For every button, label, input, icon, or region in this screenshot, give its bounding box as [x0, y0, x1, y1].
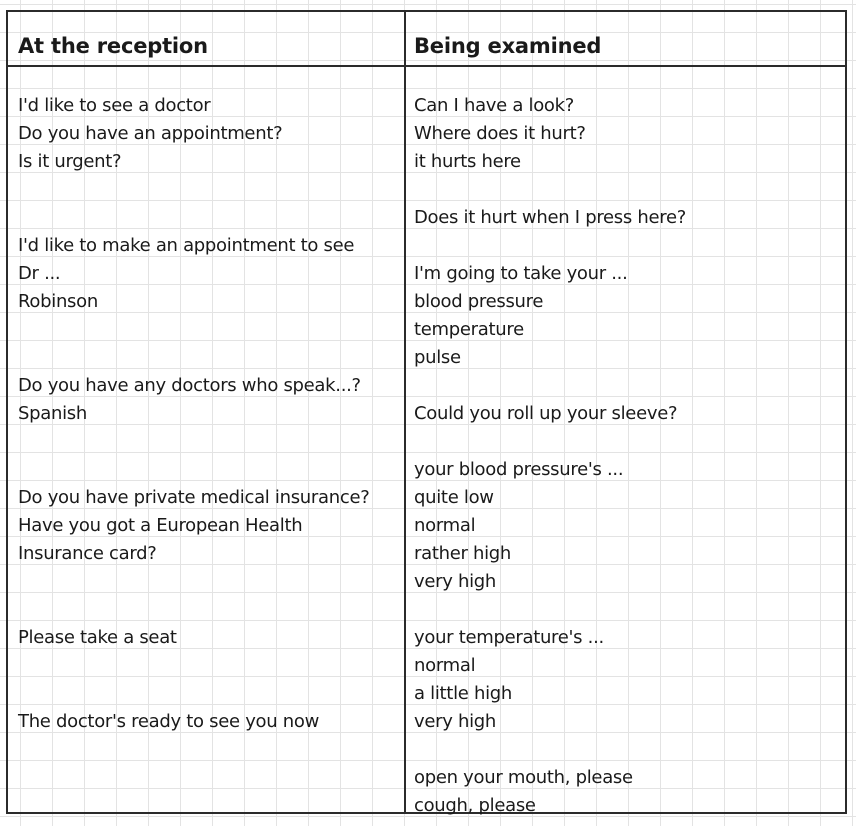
blank-line	[18, 428, 369, 456]
phrase-line: blood pressure	[414, 291, 544, 312]
phrase-line: temperature	[414, 319, 524, 340]
blank-line	[18, 344, 369, 372]
blank-line	[18, 652, 369, 680]
phrase-line: Can I have a look?	[414, 95, 575, 116]
phrase-line: pulse	[414, 347, 461, 368]
blank-line	[414, 596, 686, 624]
blank-line	[414, 372, 686, 400]
blank-line	[18, 204, 369, 232]
blank-line	[18, 316, 369, 344]
phrase-line: I'm going to take your ...	[414, 263, 628, 284]
phrase-line: Where does it hurt?	[414, 123, 586, 144]
phrase-line: I'd like to make an appointment to see	[18, 235, 355, 256]
header-being-examined: Being examined	[414, 34, 602, 58]
phrase-line: your temperature's ...	[414, 627, 604, 648]
phrase-line: Could you roll up your sleeve?	[414, 403, 678, 424]
column-divider	[404, 12, 406, 812]
blank-line	[414, 232, 686, 260]
blank-line	[18, 596, 369, 624]
phrase-line: very high	[414, 571, 497, 592]
blank-line	[18, 176, 369, 204]
blank-line	[414, 176, 686, 204]
phrase-line: Is it urgent?	[18, 151, 122, 172]
examination-phrases-column	[414, 92, 686, 820]
phrase-line: Please take a seat	[18, 627, 177, 648]
blank-line	[414, 736, 686, 764]
header-at-the-reception: At the reception	[18, 34, 208, 58]
phrase-line: rather high	[414, 543, 512, 564]
phrase-line: normal	[414, 655, 476, 676]
phrase-line: Robinson	[18, 291, 98, 312]
blank-line	[414, 428, 686, 456]
phrase-line: Does it hurt when I press here?	[414, 207, 686, 228]
blank-line	[18, 568, 369, 596]
phrase-line: Do you have private medical insurance?	[18, 487, 370, 508]
blank-line	[18, 456, 369, 484]
phrase-table	[6, 10, 847, 814]
blank-line	[18, 680, 369, 708]
phrase-line: I'd like to see a doctor	[18, 95, 211, 116]
header-divider	[8, 65, 845, 67]
phrase-line: quite low	[414, 487, 494, 508]
phrase-line: Insurance card?	[18, 543, 157, 564]
phrase-line: Spanish	[18, 403, 87, 424]
phrase-line: Dr ...	[18, 263, 61, 284]
phrase-line: it hurts here	[414, 151, 521, 172]
phrase-line: your blood pressure's ...	[414, 459, 624, 480]
phrase-line: open your mouth, please	[414, 767, 633, 788]
phrase-line: a little high	[414, 683, 513, 704]
reception-phrases-column	[18, 92, 369, 736]
phrase-line: normal	[414, 515, 476, 536]
phrase-line: The doctor's ready to see you now	[18, 711, 320, 732]
phrase-line: very high	[414, 711, 497, 732]
phrase-line: Do you have an appointment?	[18, 123, 283, 144]
phrase-line: Do you have any doctors who speak...?	[18, 375, 361, 396]
phrase-line: cough, please	[414, 795, 536, 816]
phrase-line: Have you got a European Health	[18, 515, 303, 536]
